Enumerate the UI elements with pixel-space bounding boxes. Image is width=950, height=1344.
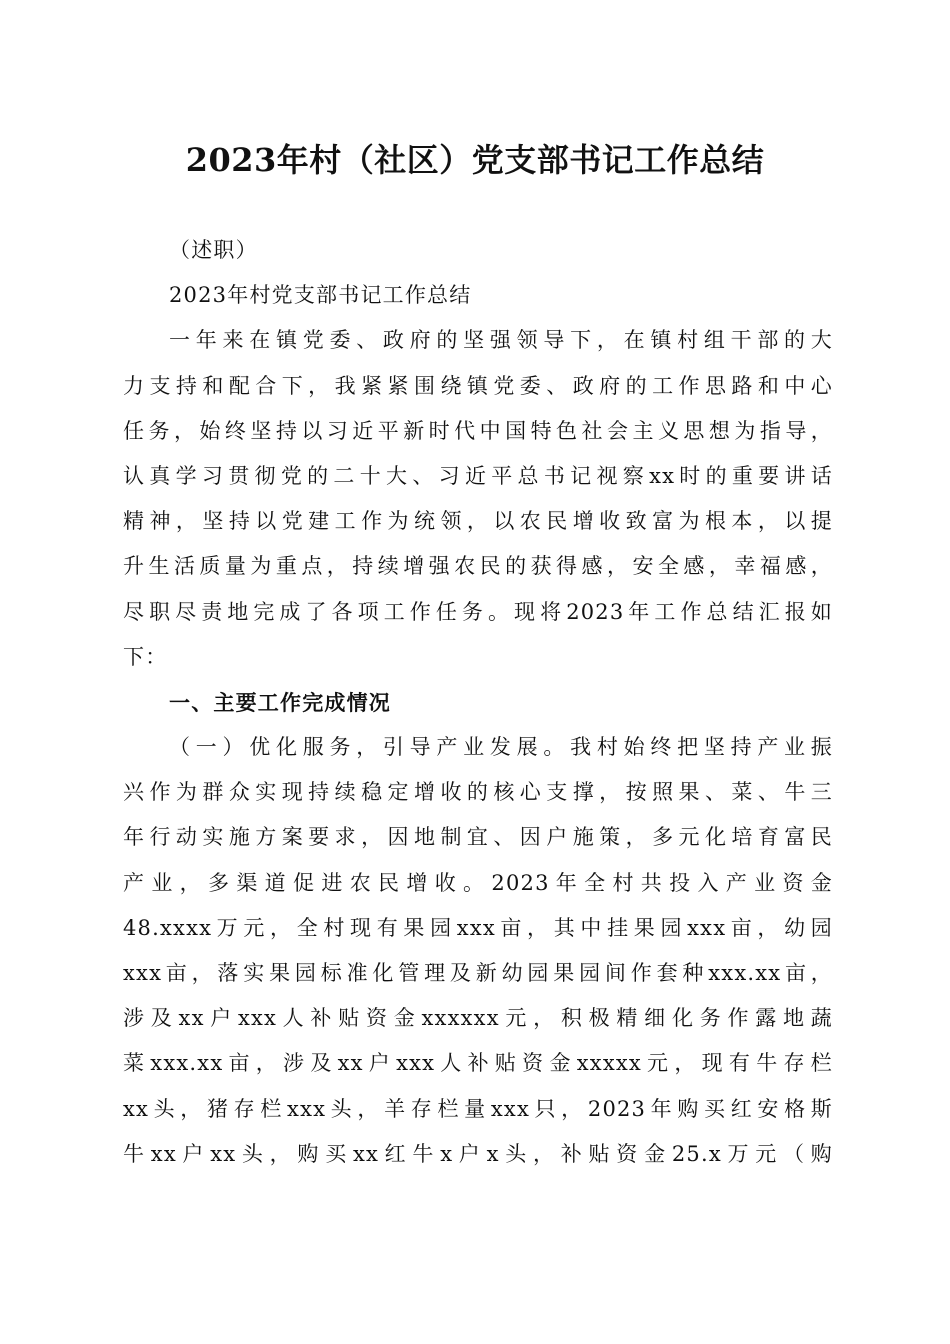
document-title: 2023年村（社区）党支部书记工作总结 (185, 141, 765, 179)
text-line: 菜xxx.xx亩，涉及xx户xxx人补贴资金xxxxx元，现有牛存栏 (123, 1051, 833, 1076)
text-line: 年行动实施方案要求，因地制宜、因户施策，多元化培育富民 (123, 825, 833, 850)
text-line: 力支持和配合下，我紧紧围绕镇党委、政府的工作思路和中心 (123, 373, 833, 398)
text-line: 认真学习贯彻党的二十大、习近平总书记视察xx时的重要讲话 (123, 463, 833, 488)
text-line: xxx亩，落实果园标准化管理及新幼园果园间作套种xxx.xx亩， (123, 961, 833, 985)
text-line: （述职） (169, 238, 258, 262)
text-line: 升生活质量为重点，持续增强农民的获得感，安全感，幸福感， (123, 554, 833, 579)
section-heading: 一、主要工作完成情况 (169, 689, 391, 715)
document-body (123, 228, 833, 1177)
text-line: 尽职尽责地完成了各项工作任务。现将2023年工作总结汇报如 (123, 599, 833, 624)
text-line: 2023年村党支部书记工作总结 (169, 283, 472, 308)
text-line: xx头，猪存栏xxx头，羊存栏量xxx只，2023年购买红安格斯 (123, 1096, 833, 1121)
text-line: 任务，始终坚持以习近平新时代中国特色社会主义思想为指导， (123, 418, 833, 443)
text-line: （一）优化服务，引导产业发展。我村始终把坚持产业振 (169, 735, 833, 760)
text-line: 48.xxxx万元，全村现有果园xxx亩，其中挂果园xxx亩，幼园 (123, 915, 833, 940)
text-line: 下： (123, 644, 168, 669)
text-line: 精神，坚持以党建工作为统领，以农民增收致富为根本，以提 (123, 509, 833, 534)
text-line: 兴作为群众实现持续稳定增收的核心支撑，按照果、菜、牛三 (123, 780, 833, 805)
text-line: 涉及xx户xxx人补贴资金xxxxxx元，积极精细化务作露地蔬 (123, 1006, 833, 1031)
text-line: 一年来在镇党委、政府的坚强领导下，在镇村组干部的大 (169, 328, 833, 353)
text-line: 产业，多渠道促进农民增收。2023年全村共投入产业资金 (123, 870, 833, 895)
text-line: 牛xx户xx头，购买xx红牛x户x头，补贴资金25.x万元（购 (123, 1141, 833, 1166)
